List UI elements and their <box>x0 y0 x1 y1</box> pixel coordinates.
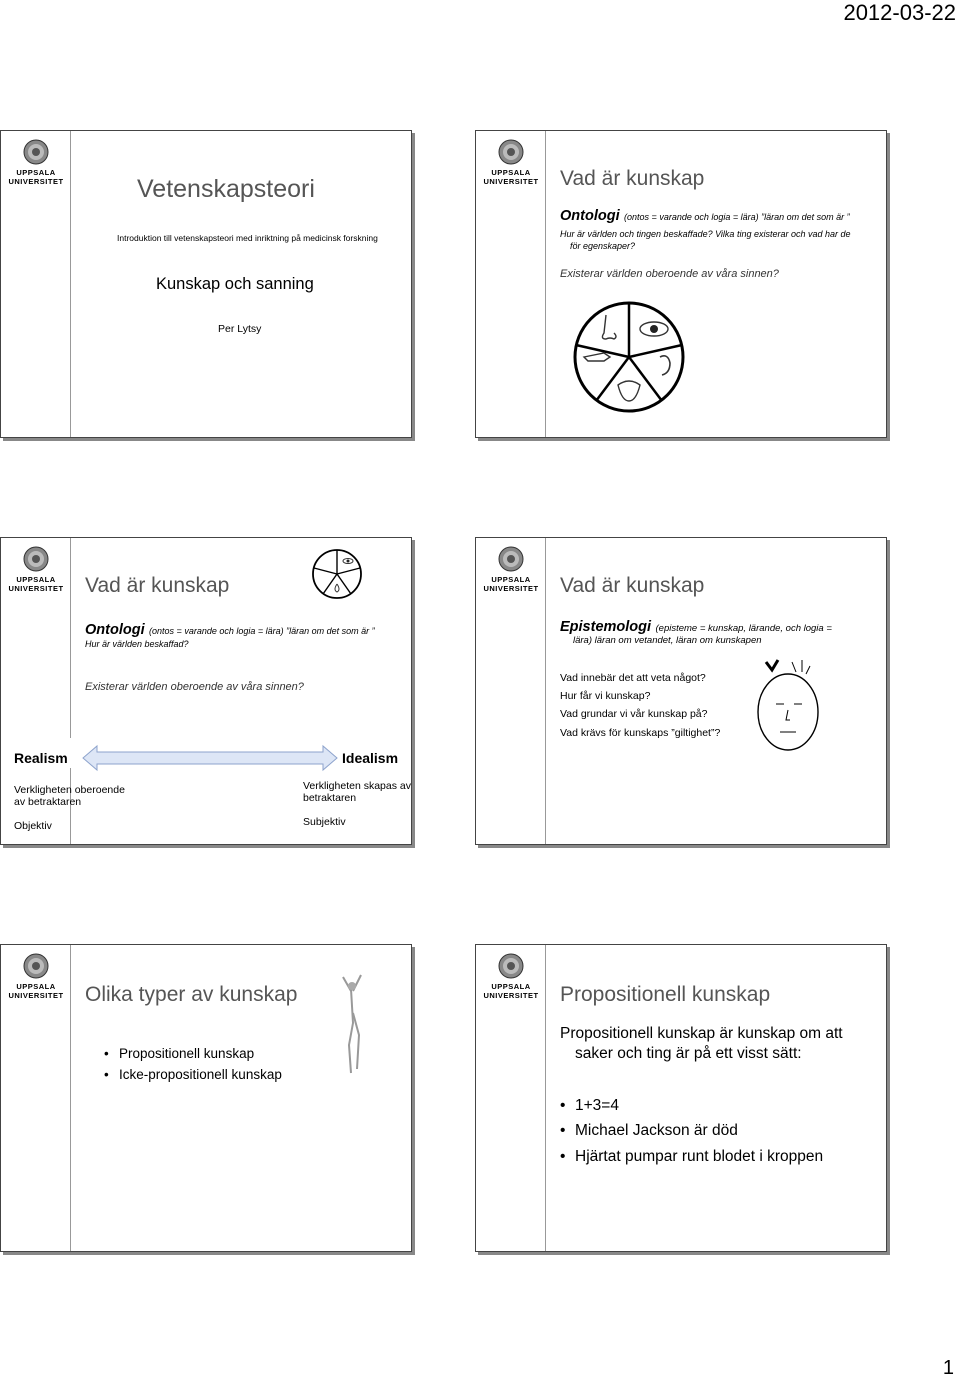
slide-title: Vad är kunskap <box>85 574 230 597</box>
thinking-face-icon <box>754 656 824 754</box>
university-seal-icon <box>23 139 49 165</box>
bullet-item: • Icke-propositionell kunskap <box>119 1067 282 1082</box>
slide-6 <box>475 944 887 1252</box>
question: Hur är världen och tingen beskaffade? Vilka ting existerar och vad har de <box>560 229 851 239</box>
question-continued: för egenskaper? <box>570 241 636 251</box>
intro-line2: saker och ting är på ett visst sätt: <box>575 1045 802 1062</box>
subjektiv-label: Subjektiv <box>303 816 346 828</box>
bullet-item: • Michael Jackson är död <box>575 1122 738 1140</box>
university-seal-icon <box>498 953 524 979</box>
question-item: Vad krävs för kunskaps ”giltighet”? <box>560 727 721 739</box>
slide-3 <box>0 537 412 845</box>
term: Ontologi <box>560 208 620 224</box>
realism-desc-line2: av betraktaren <box>14 796 82 808</box>
intro-line1: Propositionell kunskap är kunskap om att <box>560 1025 843 1042</box>
five-senses-wheel-icon <box>311 548 363 600</box>
question-item: Vad innebär det att veta något? <box>560 672 706 684</box>
question-item: Hur får vi kunskap? <box>560 690 651 702</box>
double-arrow-icon <box>81 744 339 772</box>
realism-label: Realism <box>14 750 68 766</box>
objektiv-label: Objektiv <box>14 820 52 832</box>
slide-title: Propositionell kunskap <box>560 983 771 1006</box>
slide-heading: Kunskap och sanning <box>156 275 314 293</box>
term-note: (episteme = kunskap, lärande, och logia = <box>655 623 832 634</box>
slide-subtitle: Introduktion till vetenskapsteori med inriktning på medicinsk forskning <box>117 233 378 243</box>
slide-1 <box>0 130 412 438</box>
uppsala-logo: UPPSALA UNIVERSITET <box>7 139 65 195</box>
term: Ontologi <box>85 622 145 638</box>
slide-2 <box>475 130 887 438</box>
realism-desc-line1: Verkligheten oberoende <box>14 784 125 796</box>
slide-4 <box>475 537 887 845</box>
university-seal-icon <box>23 546 49 572</box>
bullet-item: • 1+3=4 <box>575 1097 619 1115</box>
term: Epistemologi <box>560 619 652 635</box>
term-note: (ontos = varande och logia = lära) ”läran om det som är ” <box>149 626 375 636</box>
question: Hur är världen beskaffad? <box>85 639 189 649</box>
university-seal-icon <box>498 546 524 572</box>
bullet-item: • Hjärtat pumpar runt blodet i kroppen <box>575 1148 823 1166</box>
university-seal-icon <box>23 953 49 979</box>
author: Per Lytsy <box>218 323 262 335</box>
slide-title: Vad är kunskap <box>560 167 705 190</box>
uppsala-logo: UPPSALA UNIVERSITET <box>482 546 540 602</box>
slide-5 <box>0 944 412 1252</box>
slide-title: Vetenskapsteori <box>137 175 315 203</box>
term-note-continued: lära) läran om vetandet, läran om kunskapen <box>573 635 762 646</box>
question-senses: Existerar världen oberoende av våra sinnen? <box>560 268 779 280</box>
idealism-desc-line2: betraktaren <box>303 792 357 804</box>
page-number: 1 <box>942 1357 954 1379</box>
page-date: 2012-03-22 <box>843 0 956 25</box>
university-seal-icon <box>498 139 524 165</box>
slide-title: Olika typer av kunskap <box>85 983 298 1006</box>
uppsala-logo: UPPSALA UNIVERSITET <box>482 139 540 195</box>
question-item: Vad grundar vi vår kunskap på? <box>560 708 708 720</box>
uppsala-logo: UPPSALA UNIVERSITET <box>7 953 65 1009</box>
five-senses-wheel-icon <box>570 301 688 413</box>
uppsala-logo: UPPSALA UNIVERSITET <box>7 546 65 602</box>
slide-title: Vad är kunskap <box>560 574 705 597</box>
bullet-item: • Propositionell kunskap <box>119 1046 254 1061</box>
idealism-desc-line1: Verkligheten skapas av <box>303 780 411 792</box>
term-note: (ontos = varande och logia = lära) ”läran om det som är ” <box>624 212 850 222</box>
idealism-label: Idealism <box>342 750 399 766</box>
uppsala-logo: UPPSALA UNIVERSITET <box>482 953 540 1009</box>
question-senses: Existerar världen oberoende av våra sinnen? <box>85 681 304 693</box>
human-figure-sketch-icon <box>331 973 371 1077</box>
